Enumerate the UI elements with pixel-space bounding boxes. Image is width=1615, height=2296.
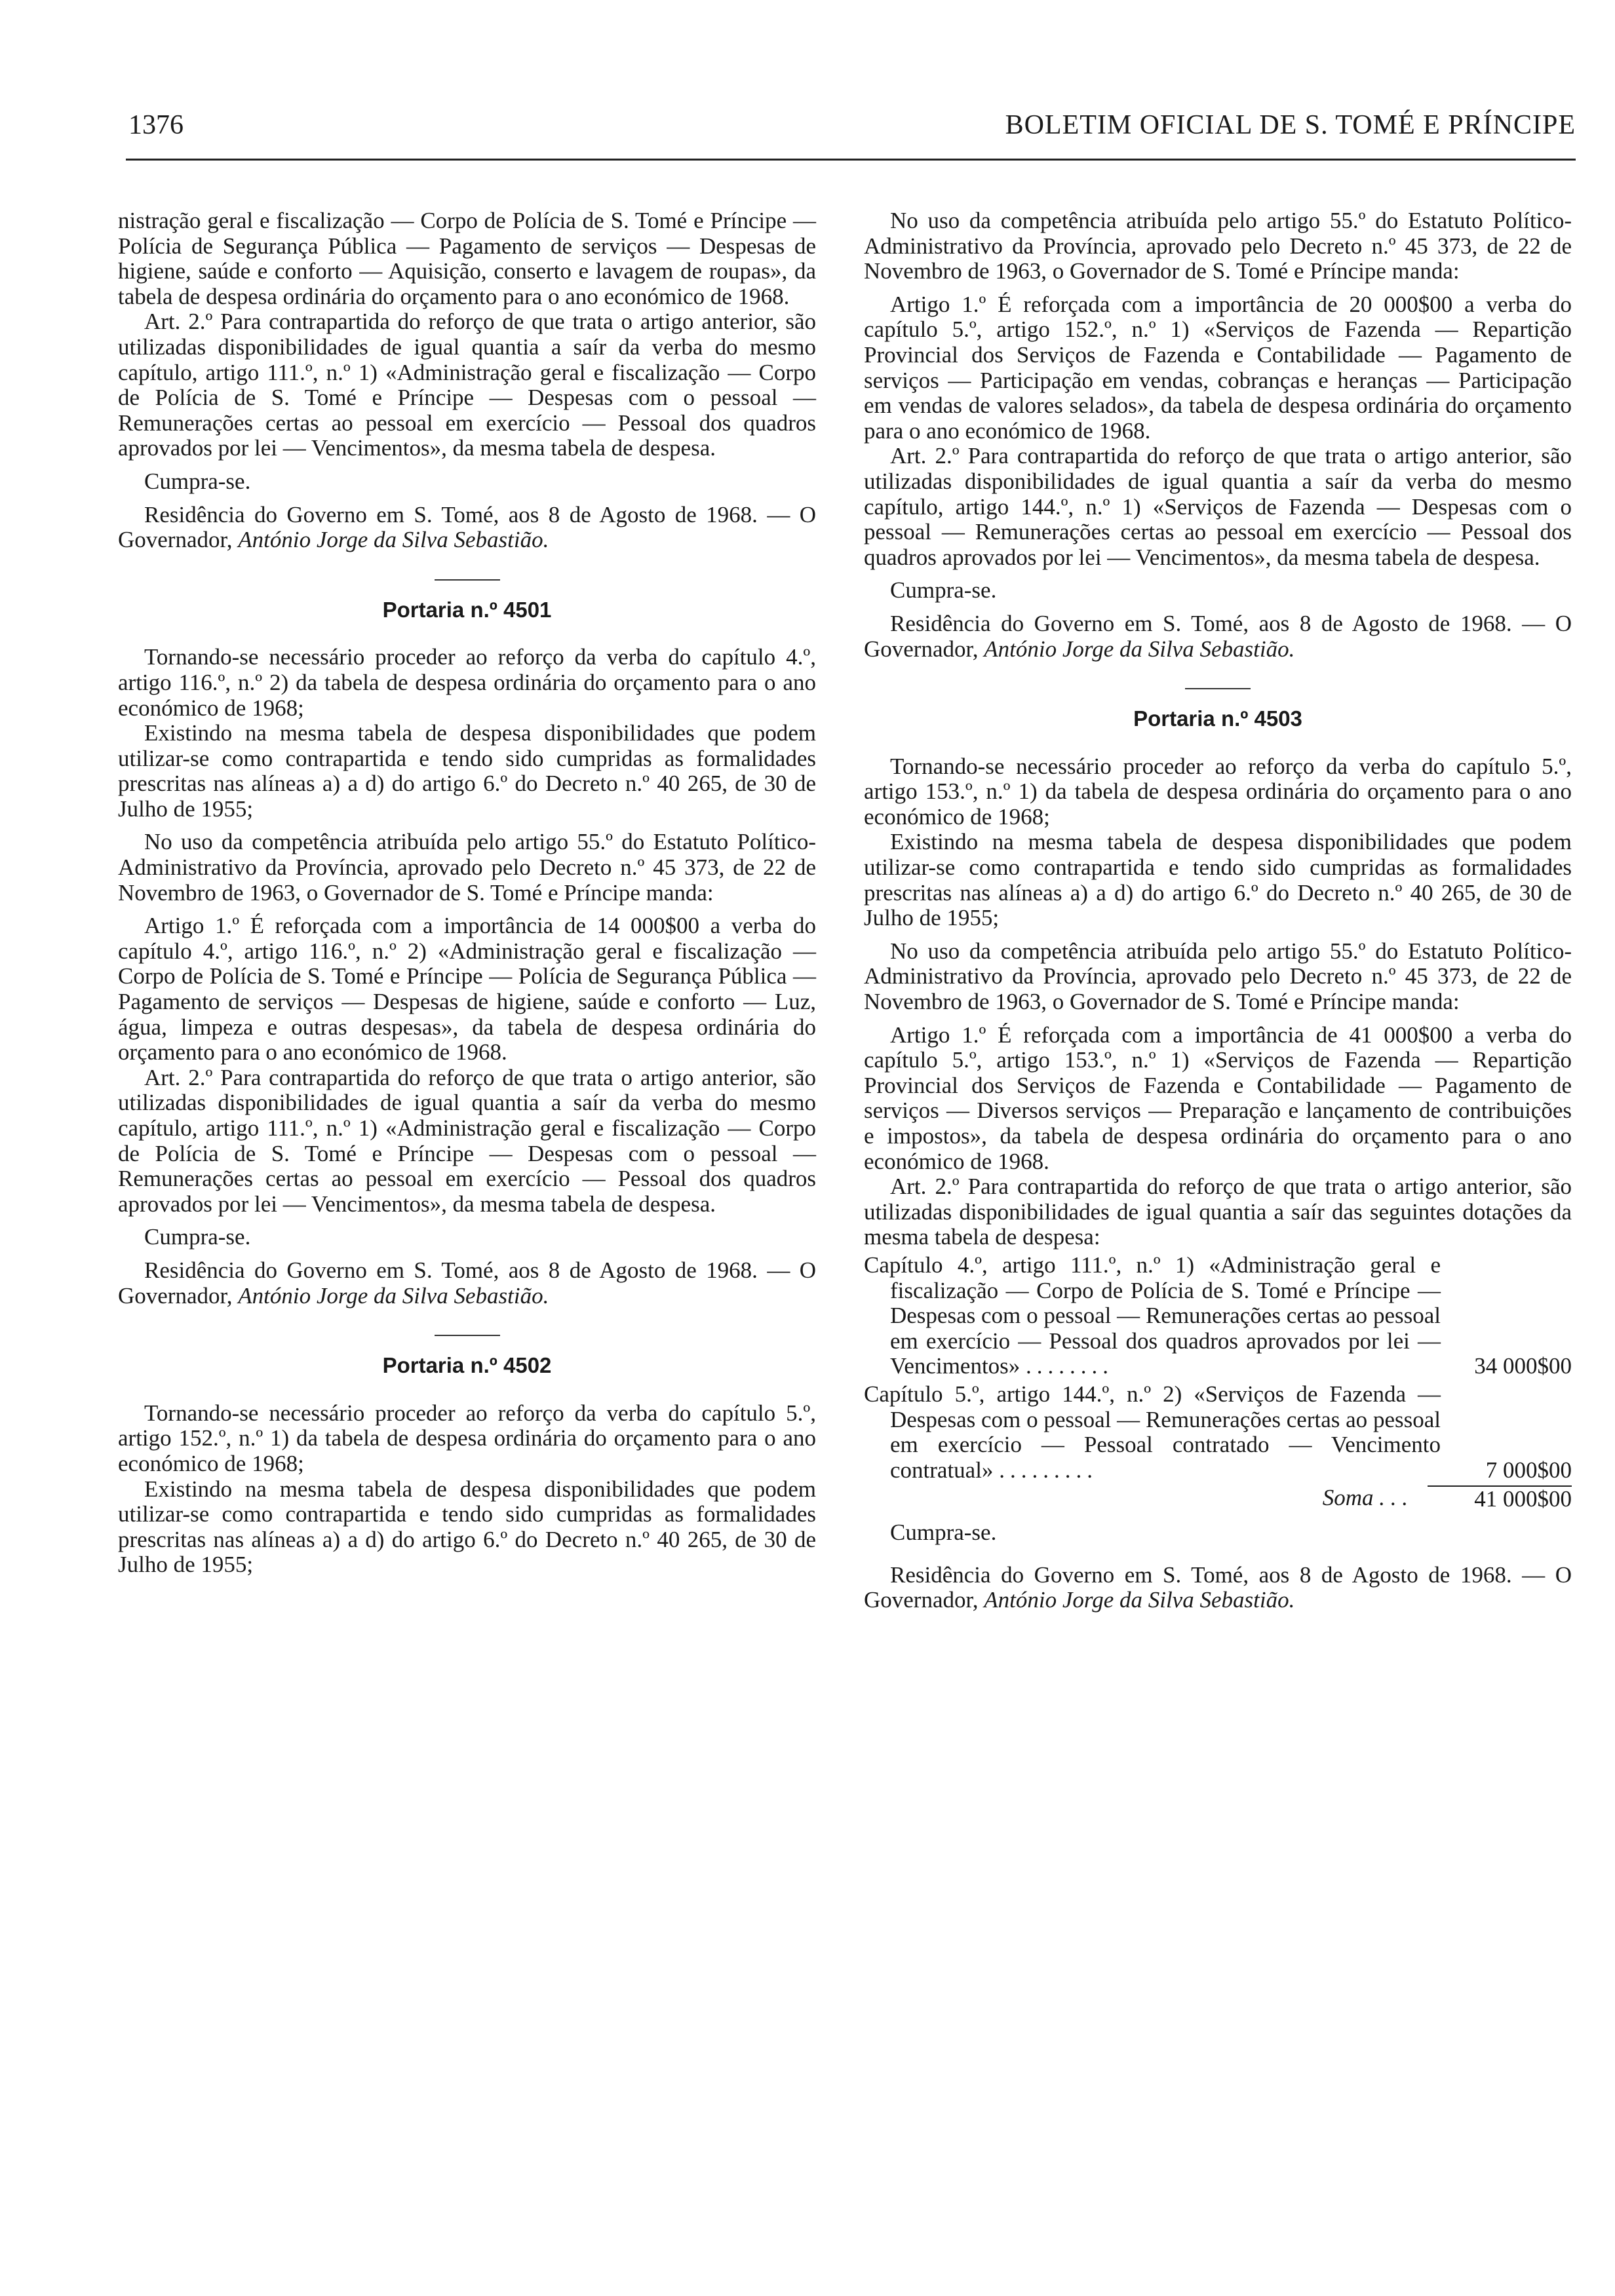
paragraph: Artigo 1.º É reforçada com a importância de 20 000$00 a verba do capítulo 5.º, artigo 152.º, n.º 1) «Serviços de Fazenda — Repartição Provincial dos Serviços de Fazenda e Contabilidade — Pagamento de serviços — Participação em vendas, cobranças e heranças — Participação em vendas de valores selados», da tabela de despesa ordinária do orçamento para o ano económico de 1968.	[864, 291, 1572, 444]
paragraph: nistração geral e fiscalização — Corpo de Polícia de S. Tomé e Príncipe — Polícia de Segurança Pública — Pagamento de serviços — Despesas de higiene, saúde e conforto — Aquisição, conserto e lavagem de roupas», da tabela de despesa ordinária do orçamento para o ano económico de 1968.	[118, 208, 816, 309]
residence-text: Residência do Governo em S. Tomé, aos 8 de Agosto de 1968. — O Governador,	[118, 501, 816, 553]
publication-title: BOLETIM OFICIAL DE S. TOMÉ E PRÍNCIPE	[1005, 110, 1576, 140]
entry-description	[864, 1253, 1441, 1379]
residence-signature	[118, 503, 816, 553]
residence-text: Residência do Governo em S. Tomé, aos 8 de Agosto de 1968. — O Governador,	[118, 1257, 816, 1309]
paragraph: Existindo na mesma tabela de despesa disponibilidades que podem utilizar-se como contrapartida e tendo sido cumpridas as formalidades prescritas nas alíneas a) a d) do artigo 6.º do Decreto n.º 40 265, de 30 de Julho de 1955;	[864, 829, 1572, 931]
cumpra-se: Cumpra-se.	[890, 1519, 997, 1545]
paragraph: Artigo 1.º É reforçada com a importância de 41 000$00 a verba do capítulo 5.º, artigo 153.º, n.º 1) «Serviços de Fazenda — Repartição Provincial dos Serviços de Fazenda e Contabilidade — Pagamento de serviços — Diversos serviços — Preparação e lançamento de contribuições e impostos», da tabela de despesa ordinária do orçamento para o ano económico de 1968.	[864, 1022, 1572, 1174]
governor-name: António Jorge da Silva Sebastião.	[984, 1587, 1295, 1613]
residence-signature	[864, 611, 1572, 662]
leader-dots: ........	[1026, 1353, 1114, 1379]
budget-entry	[864, 1253, 1572, 1379]
paragraph: Art. 2.º Para contrapartida do reforço de que trata o artigo anterior, são utilizadas disponibilidades de igual quantia a saír das seguintes dotações da mesma tabela de despesa:	[864, 1174, 1572, 1250]
paragraph: Artigo 1.º É reforçada com a importância de 14 000$00 a verba do capítulo 4.º, artigo 116.º, n.º 2) «Administração geral e fiscalização — Corpo de Polícia de S. Tomé e Príncipe — Polícia de Segurança Pública — Pagamento de serviços — Despesas de higiene, saúde e conforto — Luz, água, limpeza e outras despesas», da tabela de despesa ordinária do orçamento para o ano económico de 1968.	[118, 913, 816, 1065]
entry-amount: 34 000$00	[1474, 1353, 1572, 1379]
left-column	[118, 208, 816, 1578]
entry-description	[864, 1382, 1441, 1483]
paragraph: Tornando-se necessário proceder ao reforço da verba do capítulo 5.º, artigo 152.º, n.º 1) da tabela de despesa ordinária do orçamento para o ano económico de 1968;	[118, 1400, 816, 1476]
paragraph: No uso da competência atribuída pelo artigo 55.º do Estatuto Político-Administrativo da Província, aprovado pelo Decreto n.º 45 373, de 22 de Novembro de 1963, o Governador de S. Tomé e Príncipe manda:	[864, 938, 1572, 1015]
residence-signature	[864, 1563, 1572, 1613]
budget-entry	[864, 1382, 1572, 1483]
residence-signature	[118, 1258, 816, 1309]
entry-text: Capítulo 4.º, artigo 111.º, n.º 1) «Administração geral e fiscalização — Corpo de Polícia de S. Tomé e Príncipe — Despesas com o pessoal — Remunerações certas ao pessoal em exercício — Pessoal dos quadros aprovados por lei — Vencimentos»	[864, 1252, 1441, 1379]
paragraph: Art. 2.º Para contrapartida do reforço de que trata o artigo anterior, são utilizadas disponibilidades de igual quantia a saír da verba do mesmo capítulo, artigo 144.º, n.º 1) «Serviços de Fazenda — Despesas com o pessoal — Remunerações certas ao pessoal em exercício — Pessoal dos quadros aprovados por lei — Vencimentos», da mesma tabela de despesa.	[864, 443, 1572, 570]
section-separator	[435, 1335, 500, 1336]
right-column	[864, 208, 1572, 1613]
paragraph: Tornando-se necessário proceder ao reforço da verba do capítulo 4.º, artigo 116.º, n.º 2) da tabela de despesa ordinária do orçamento para o ano económico de 1968;	[118, 644, 816, 721]
portaria-title: Portaria n.º 4503	[1133, 706, 1302, 731]
sum-row	[864, 1485, 1572, 1512]
entry-text: Capítulo 5.º, artigo 144.º, n.º 2) «Serviços de Fazenda — Despesas com o pessoal — Remunerações certas ao pessoal em exercício — Pessoal contratado — Vencimento contratual»	[864, 1381, 1441, 1483]
header-rule	[126, 159, 1576, 161]
cumpra-se: Cumpra-se.	[144, 468, 251, 494]
cumpra-se: Cumpra-se.	[144, 1224, 251, 1250]
sum-label: Soma . . .	[1322, 1485, 1408, 1511]
residence-text: Residência do Governo em S. Tomé, aos 8 de Agosto de 1968. — O Governador,	[864, 610, 1572, 662]
cumpra-se: Cumpra-se.	[890, 577, 997, 603]
residence-text: Residência do Governo em S. Tomé, aos 8 de Agosto de 1968. — O Governador,	[864, 1561, 1572, 1613]
portaria-title: Portaria n.º 4501	[382, 597, 552, 622]
section-separator	[435, 579, 500, 581]
sum-amount: 41 000$00	[1428, 1485, 1572, 1512]
governor-name: António Jorge da Silva Sebastião.	[984, 636, 1295, 662]
portaria-title: Portaria n.º 4502	[382, 1353, 552, 1378]
paragraph: No uso da competência atribuída pelo artigo 55.º do Estatuto Político-Administrativo da Província, aprovado pelo Decreto n.º 45 373, de 22 de Novembro de 1963, o Governador de S. Tomé e Príncipe manda:	[864, 208, 1572, 284]
paragraph: Art. 2.º Para contrapartida do reforço de que trata o artigo anterior, são utilizadas disponibilidades de igual quantia a saír da verba do mesmo capítulo, artigo 111.º, n.º 1) «Administração geral e fiscalização — Corpo de Polícia de S. Tomé e Príncipe — Despesas com o pessoal — Remunerações certas ao pessoal em exercício — Pessoal dos quadros aprovados por lei — Vencimentos», da mesma tabela de despesa.	[118, 309, 816, 461]
paragraph: Tornando-se necessário proceder ao reforço da verba do capítulo 5.º, artigo 153.º, n.º 1) da tabela de despesa ordinária do orçamento para o ano económico de 1968;	[864, 753, 1572, 830]
entry-amount: 7 000$00	[1485, 1457, 1572, 1483]
leader-dots: .........	[999, 1457, 1098, 1483]
section-separator	[1185, 688, 1251, 689]
paragraph: Existindo na mesma tabela de despesa disponibilidades que podem utilizar-se como contrapartida e tendo sido cumpridas as formalidades prescritas nas alíneas a) a d) do artigo 6.º do Decreto n.º 40 265, de 30 de Julho de 1955;	[118, 1476, 816, 1578]
paragraph: No uso da competência atribuída pelo artigo 55.º do Estatuto Político-Administrativo da Província, aprovado pelo Decreto n.º 45 373, de 22 de Novembro de 1963, o Governador de S. Tomé e Príncipe manda:	[118, 829, 816, 906]
paragraph: Existindo na mesma tabela de despesa disponibilidades que podem utilizar-se como contrapartida e tendo sido cumpridas as formalidades prescritas nas alíneas a) a d) do artigo 6.º do Decreto n.º 40 265, de 30 de Julho de 1955;	[118, 720, 816, 822]
page-number: 1376	[128, 110, 184, 140]
paragraph: Art. 2.º Para contrapartida do reforço de que trata o artigo anterior, são utilizadas disponibilidades de igual quantia a saír da verba do mesmo capítulo, artigo 111.º, n.º 1) «Administração geral e fiscalização — Corpo de Polícia de S. Tomé e Príncipe — Despesas com o pessoal — Remunerações certas ao pessoal em exercício — Pessoal dos quadros aprovados por lei — Vencimentos», da mesma tabela de despesa.	[118, 1064, 816, 1217]
governor-name: António Jorge da Silva Sebastião.	[238, 527, 549, 553]
governor-name: António Jorge da Silva Sebastião.	[238, 1282, 549, 1309]
